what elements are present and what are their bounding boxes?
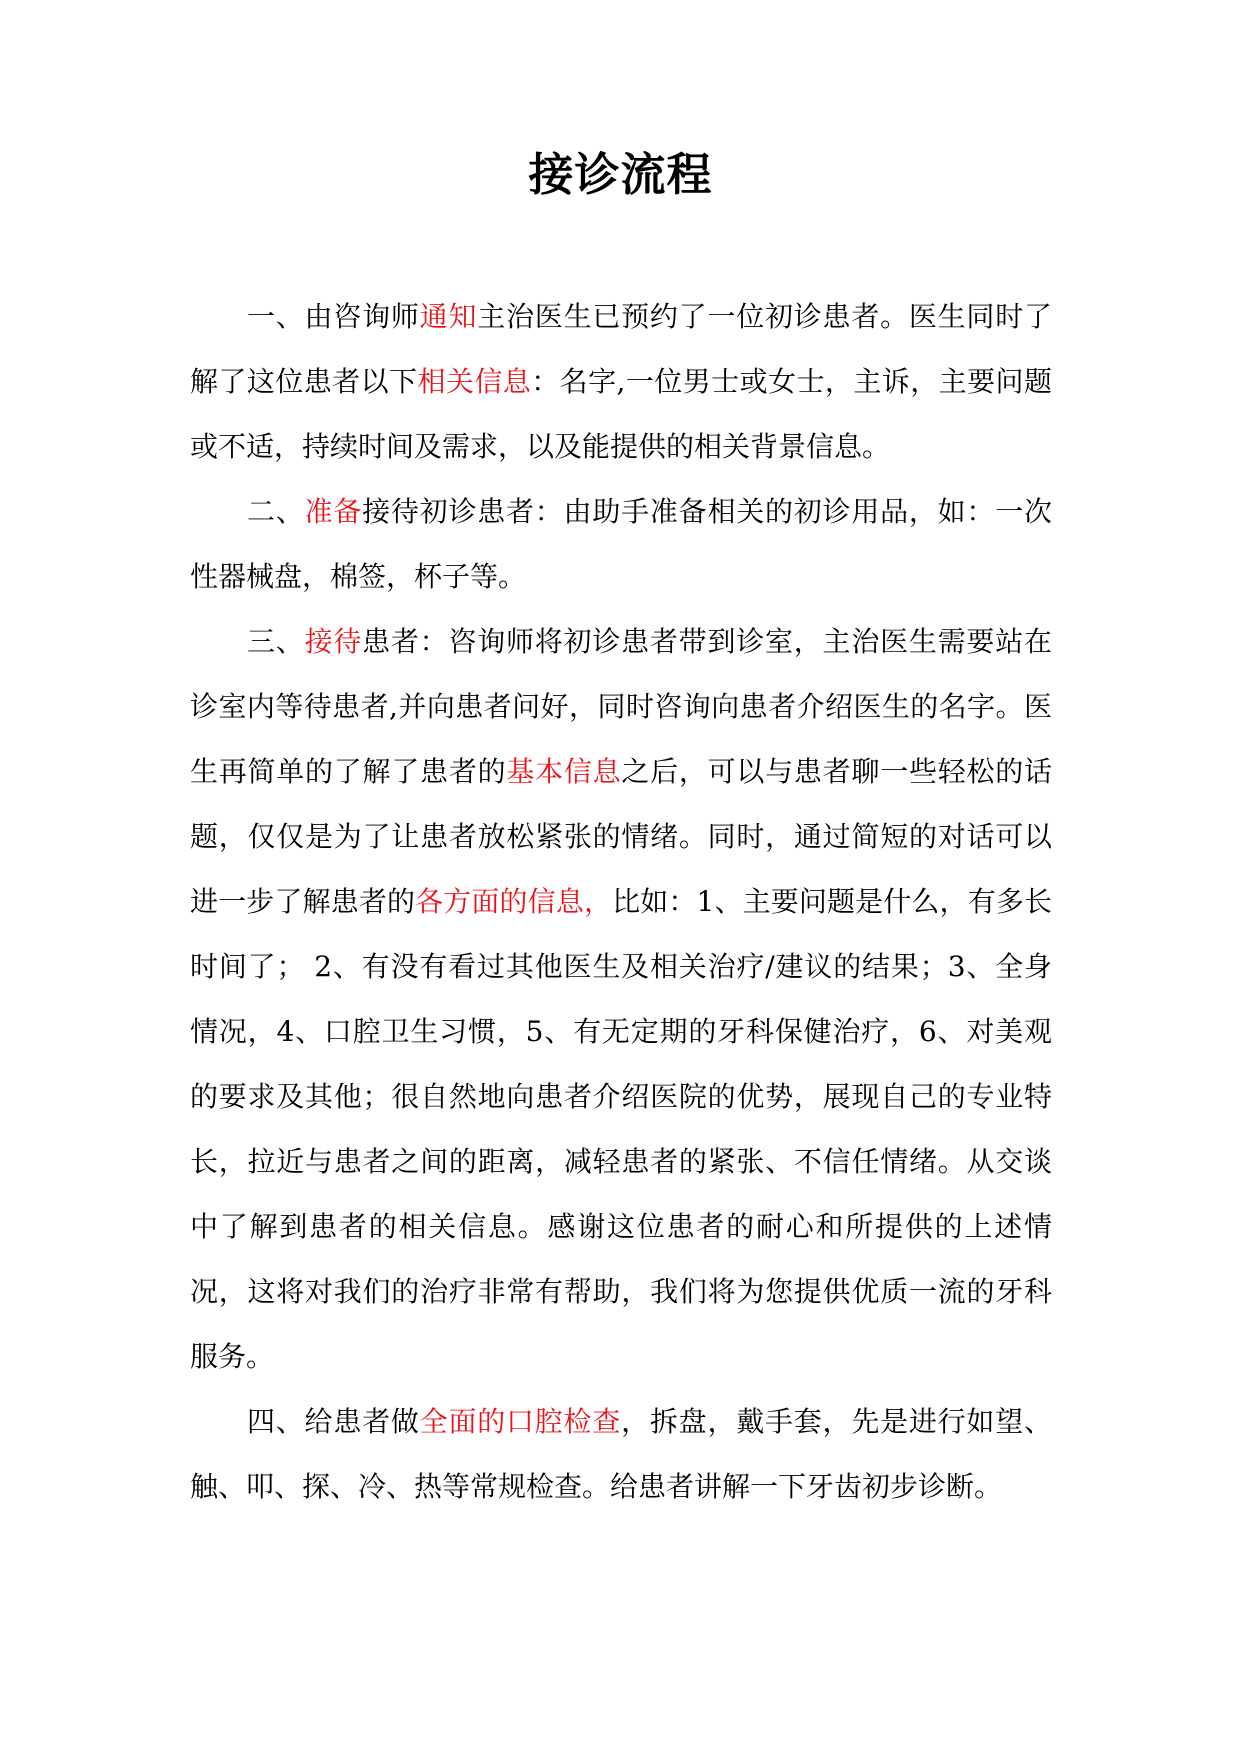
- paragraph-notify: [190, 284, 1052, 479]
- text-segment: ，拆盘，戴手套，先是进行如望、触、叩、探、冷、热等常规检查。给患者讲解一下牙齿初步诊断。: [190, 1405, 1052, 1503]
- highlighted-text: 基本信息: [506, 755, 622, 788]
- text-segment: 接待初诊患者：由助手准备相关的初诊用品，如：一次性器械盘，棉签，杯子等。: [190, 495, 1052, 593]
- text-segment: 三、: [247, 625, 305, 658]
- highlighted-text: 相关信息: [417, 365, 532, 398]
- highlighted-text: 全面的口腔检查: [419, 1405, 622, 1438]
- paragraph-prepare: [190, 479, 1052, 609]
- document-title: 接诊流程: [528, 148, 713, 201]
- paragraph-reception: [190, 609, 1052, 1389]
- text-segment: 四、给患者做: [247, 1405, 420, 1438]
- text-segment: ：名字,一位男士或女士，主诉，主要问题或不适，持续时间及需求，以及能提供的相关背景信息。: [190, 365, 1052, 463]
- highlighted-text: 准备: [304, 495, 363, 528]
- text-segment: 二、: [247, 495, 305, 528]
- text-segment: 一、由咨询师: [247, 300, 420, 333]
- document-body: [190, 284, 1052, 1519]
- text-segment: 主治医生已预约了一位初诊患者。医生同时了解了这位患者以下: [190, 300, 1052, 398]
- highlighted-text: 各方面的信息，: [415, 885, 613, 918]
- highlighted-text: 接待: [304, 625, 363, 658]
- text-segment: 比如：1、主要问题是什么，有多长时间了； 2、有没有看过其他医生及相关治疗/建议的结果；3、全身情况，4、口腔卫生习惯，5、有无定期的牙科保健治疗，6、对美观的要求及其他；很自然地向患者介绍医院的优势，展现自己的专业特长，拉近与患者之间的距离，减轻患者的紧张、不信任情绪。从交谈中了解到患者的相关信息。感谢这位患者的耐心和所提供的上述情况，这将对我们的治疗非常有帮助，我们将为您提供优质一流的牙科服务。: [190, 885, 1052, 1373]
- text-segment: 患者：咨询师将初诊患者带到诊室，主治医生需要站在诊室内等待患者,并向患者问好，同时咨询向患者介绍医生的名字。医生再简单的了解了患者的: [190, 625, 1052, 788]
- text-segment: 之后，可以与患者聊一些轻松的话题，仅仅是为了让患者放松紧张的情绪。同时，通过简短的对话可以进一步了解患者的: [190, 755, 1052, 918]
- paragraph-examination: [190, 1389, 1052, 1519]
- highlighted-text: 通知: [419, 300, 478, 333]
